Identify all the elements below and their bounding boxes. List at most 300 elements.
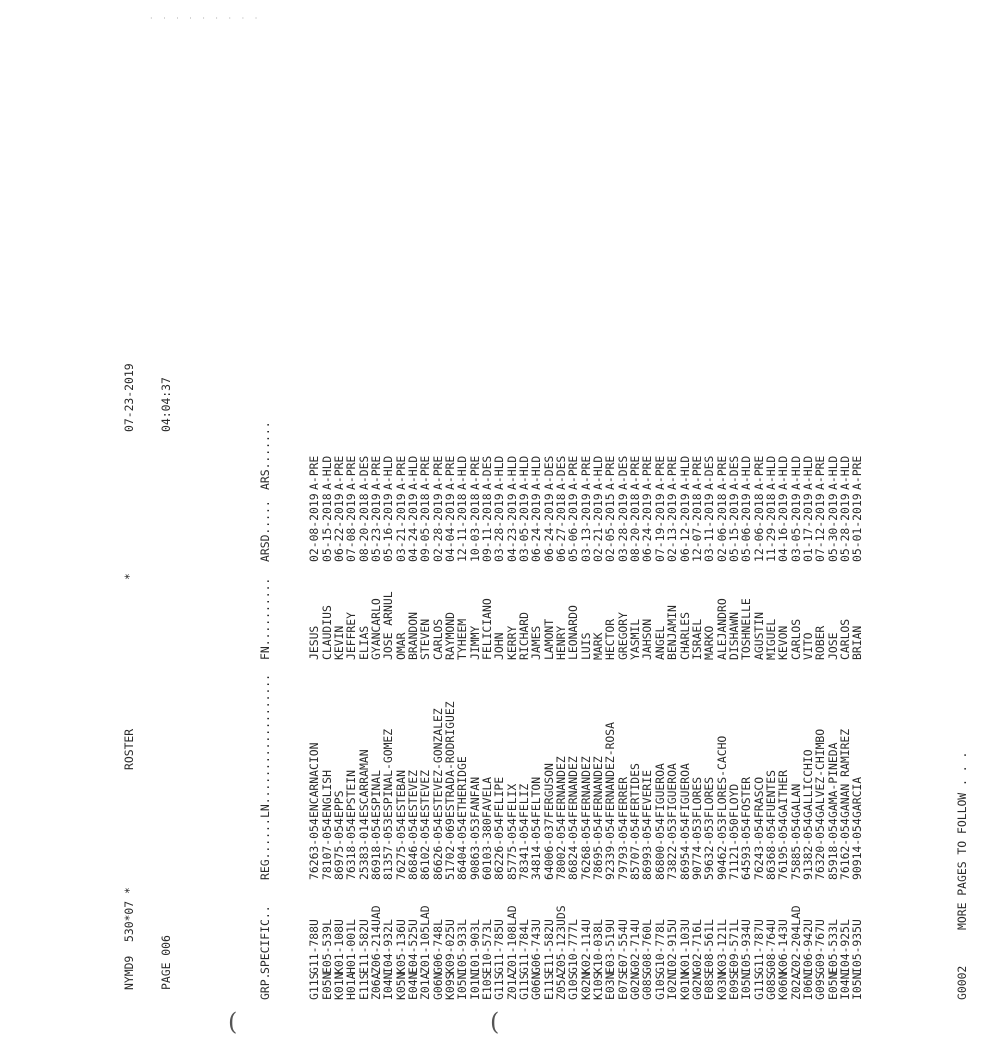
- cell-reg: 73822-053: [665, 818, 680, 880]
- cell-ars: A-HLD: [405, 455, 420, 490]
- cell-ars: A-HLD: [788, 455, 803, 490]
- cell-reg: 76318-054: [344, 818, 359, 880]
- cell-specific: K10-038L: [591, 919, 606, 974]
- cell-fn: HENRY: [554, 625, 569, 660]
- cell-reg: 64593-054: [739, 818, 754, 880]
- table-row: [358, 320, 370, 1000]
- cell-specific: E05-539L: [319, 919, 334, 974]
- cell-reg: 86404-054: [455, 818, 470, 880]
- cell-ln: FERTIDES: [628, 763, 643, 818]
- cell-arsd: 10-03-2018: [467, 493, 482, 562]
- report-date: 07-23-2019: [122, 363, 137, 432]
- cell-ars: A-DES: [615, 455, 630, 490]
- table-row: [419, 320, 431, 1000]
- table-row: [407, 320, 419, 1000]
- cell-ars: A-PRE: [393, 455, 408, 490]
- cell-arsd: 06-24-2019: [640, 493, 655, 562]
- cell-specific: E08-561L: [702, 919, 717, 974]
- table-row: [802, 320, 814, 1000]
- cell-ars: A-PRE: [813, 455, 828, 490]
- cell-fn: OMAR: [393, 632, 408, 660]
- table-row: [481, 320, 493, 1000]
- cell-fn: ELIAS: [356, 625, 371, 660]
- cell-specific: G02-714U: [628, 919, 643, 974]
- cell-specific: K01-108U: [331, 919, 346, 974]
- cell-specific: G09-767U: [813, 919, 828, 974]
- cell-fn: JIMMY: [467, 625, 482, 660]
- table-row: [629, 320, 641, 1000]
- table-row: [469, 320, 481, 1000]
- cell-arsd: 03-21-2019: [393, 493, 408, 562]
- footer-message: MORE PAGES TO FOLLOW . . .: [955, 751, 970, 930]
- table-row: [703, 320, 715, 1000]
- cell-fn: GYANCARLO: [368, 598, 383, 660]
- cell-fn: KERRY: [504, 625, 519, 660]
- table-row: [740, 320, 752, 1000]
- cell-ars: A-PRE: [307, 455, 322, 490]
- table-row: [370, 320, 382, 1000]
- cell-arsd: 03-28-2019: [615, 493, 630, 562]
- cell-reg: 78341-054: [517, 818, 532, 880]
- cell-fn: CLAUDIUS: [319, 605, 334, 660]
- cell-ars: A-HLD: [825, 455, 840, 490]
- cell-ln: FOSTER: [739, 776, 754, 818]
- cell-ars: A-HLD: [504, 455, 519, 490]
- table-row: [432, 320, 444, 1000]
- cell-fn: ROBER: [813, 625, 828, 660]
- cell-specific: G11-784L: [517, 919, 532, 974]
- cell-grp: Z06A: [368, 972, 383, 1000]
- table-row: [580, 320, 592, 1000]
- cell-arsd: 05-30-2019: [825, 493, 840, 562]
- cell-reg: 86846-054: [405, 818, 420, 880]
- cell-fn: ALEJANDRO: [714, 598, 729, 660]
- cell-arsd: 12-07-2018: [689, 493, 704, 562]
- cell-specific: G11-785U: [492, 919, 507, 974]
- scan-artifact-top: · · · · · · · · ·: [150, 14, 262, 23]
- cell-ars: A-PRE: [751, 455, 766, 490]
- cell-specific: K06-143U: [776, 919, 791, 974]
- cell-ars: A-PRE: [566, 455, 581, 490]
- cell-grp: I05N: [455, 972, 470, 1000]
- cell-reg: 25383-014: [356, 818, 371, 880]
- table-row: [728, 320, 740, 1000]
- cell-specific: Z06-214UAD: [368, 905, 383, 974]
- cell-ln: FAVELA: [480, 776, 494, 818]
- cell-reg: 64006-037: [541, 818, 556, 880]
- table-row: [790, 320, 802, 1000]
- table-row: [444, 320, 456, 1000]
- cell-fn: KEVIN: [331, 625, 346, 660]
- cell-reg: 86954-054: [677, 818, 692, 880]
- col-grp: GRP.: [257, 972, 272, 1000]
- table-row: [345, 320, 357, 1000]
- cell-grp: E05N: [319, 972, 334, 1000]
- cell-ln: FERNANDEZ: [591, 756, 606, 818]
- cell-specific: G10-777L: [566, 919, 581, 974]
- cell-ln: FANFAN: [467, 776, 482, 818]
- cell-arsd: 09-05-2018: [418, 493, 433, 562]
- cell-fn: JOHN: [492, 632, 507, 660]
- cell-grp: E07S: [615, 972, 630, 1000]
- table-row: [555, 320, 567, 1000]
- cell-ars: A-PRE: [640, 455, 655, 490]
- cell-reg: 76268-054: [578, 818, 593, 880]
- cell-arsd: 03-05-2019: [517, 493, 532, 562]
- cell-reg: 86824-054: [566, 818, 581, 880]
- cell-grp: I02N: [665, 972, 680, 1000]
- cell-arsd: 02-28-2019: [430, 493, 445, 562]
- cell-specific: G11-787U: [751, 919, 766, 974]
- cell-ln: FIGUEROA: [665, 763, 680, 818]
- cell-grp: G11S: [307, 972, 322, 1000]
- cell-ln: FERNANDEZ: [566, 756, 581, 818]
- cell-ars: A-HLD: [837, 455, 852, 490]
- cell-ln: GAITHER: [776, 769, 791, 818]
- cell-reg: 85918-054: [825, 818, 840, 880]
- table-row: [395, 320, 407, 1000]
- cell-specific: G02-716L: [689, 919, 704, 974]
- cell-ars: A-PRE: [714, 455, 729, 490]
- cell-grp: E10S: [480, 972, 494, 1000]
- cell-arsd: 05-01-2019: [850, 493, 865, 562]
- cell-specific: I05-933L: [455, 919, 470, 974]
- cell-fn: DISHAWN: [726, 611, 741, 660]
- cell-ln: FELIX: [504, 783, 519, 818]
- table-row: [641, 320, 653, 1000]
- cell-arsd: 02-05-2015: [603, 493, 618, 562]
- cell-grp: I04N: [381, 972, 396, 1000]
- table-row: [543, 320, 555, 1000]
- cell-arsd: 03-28-2019: [492, 493, 507, 562]
- cell-reg: 76243-054: [751, 818, 766, 880]
- cell-ars: A-HLD: [492, 455, 507, 490]
- cell-fn: LEONARDO: [566, 605, 581, 660]
- cell-fn: TYHEEM: [455, 618, 470, 660]
- table-row: [592, 320, 604, 1000]
- cell-arsd: 03-13-2019: [578, 493, 593, 562]
- col-ars: ARS.......: [257, 421, 272, 490]
- table-row: [777, 320, 789, 1000]
- cell-reg: 75885-054: [788, 818, 803, 880]
- cell-ln: EPSTEIN: [344, 769, 359, 818]
- table-row: [333, 320, 345, 1000]
- cell-ars: A-DES: [702, 455, 717, 490]
- cell-ars: A-HLD: [739, 455, 754, 490]
- cell-fn: BRIAN: [850, 625, 865, 660]
- cell-grp: K10S: [591, 972, 606, 1000]
- cell-reg: 81357-053: [381, 818, 396, 880]
- cell-grp: G09S: [813, 972, 828, 1000]
- cell-ln: ESTEVEZ: [405, 769, 420, 818]
- table-row: [654, 320, 666, 1000]
- cell-ars: A-PRE: [628, 455, 643, 490]
- report-subheader: [160, 320, 172, 1000]
- cell-specific: K02-114U: [578, 919, 593, 974]
- cell-fn: MARK: [591, 632, 606, 660]
- cell-grp: K02N: [578, 972, 593, 1000]
- cell-specific: E11-582U: [541, 919, 556, 974]
- header-star: *: [122, 573, 137, 580]
- cell-reg: 60103-380: [480, 818, 494, 880]
- cell-fn: JOSE ARNUL: [381, 591, 396, 660]
- cell-ars: A-HLD: [381, 455, 396, 490]
- cell-arsd: 12-06-2018: [751, 493, 766, 562]
- cell-fn: JAHSON: [640, 618, 655, 660]
- cell-arsd: 02-13-2019: [665, 493, 680, 562]
- cell-ln: FUENTES: [763, 769, 778, 818]
- cell-reg: 76263-054: [307, 818, 322, 880]
- cell-arsd: 06-27-2018: [554, 493, 569, 562]
- table-row: [456, 320, 468, 1000]
- cell-fn: JESUS: [307, 625, 322, 660]
- cell-arsd: 05-15-2018: [319, 493, 334, 562]
- cell-specific: E11-582U: [356, 919, 371, 974]
- punch-mark-left: (: [228, 1008, 238, 1036]
- cell-specific: K09-025U: [442, 919, 457, 974]
- cell-arsd: 05-15-2019: [726, 493, 741, 562]
- cell-arsd: 05-06-2019: [739, 493, 754, 562]
- cell-ln: FEVERIE: [640, 769, 655, 818]
- cell-ln: ETHERIDGE: [455, 756, 470, 818]
- cell-ln: FRASCO: [751, 776, 766, 818]
- cell-specific: G06-743U: [529, 919, 544, 974]
- cell-arsd: 02-08-2019: [307, 493, 322, 562]
- cell-fn: CARLOS: [788, 618, 803, 660]
- cell-ars: A-PRE: [430, 455, 445, 490]
- cell-reg: 86226-054: [492, 818, 507, 880]
- cell-ars: A-PRE: [442, 455, 457, 490]
- cell-ln: ESPINAL: [368, 769, 383, 818]
- cell-specific: E07-554U: [615, 919, 630, 974]
- cell-grp: K09S: [442, 972, 457, 1000]
- cell-grp: I06N: [800, 972, 815, 1000]
- cell-specific: Z01-108LAD: [504, 905, 519, 974]
- table-row: [691, 320, 703, 1000]
- cell-reg: 79793-054: [615, 818, 630, 880]
- cell-reg: 90774-053: [689, 818, 704, 880]
- cell-specific: I04-932L: [381, 919, 396, 974]
- cell-ars: A-HLD: [776, 455, 791, 490]
- cell-ln: GAMA-PINEDA: [825, 742, 840, 818]
- cell-ars: A-PRE: [652, 455, 667, 490]
- cell-fn: JEFFREY: [344, 611, 359, 660]
- cell-fn: HECTOR: [603, 618, 618, 660]
- cell-specific: I06-942U: [800, 919, 815, 974]
- cell-ars: A-PRE: [850, 455, 865, 490]
- cell-ln: ESCARRAMAN: [356, 749, 371, 818]
- cell-grp: I05N: [739, 972, 754, 1000]
- cell-ars: A-DES: [554, 455, 569, 490]
- cell-ars: A-HLD: [677, 455, 692, 490]
- cell-reg: 51702-069: [442, 818, 457, 880]
- cell-ln: ESPINAL-GOMEZ: [381, 728, 396, 818]
- cell-fn: CARLOS: [430, 618, 445, 660]
- cell-specific: H01-001L: [344, 919, 359, 974]
- cell-ln: FERRER: [615, 776, 630, 818]
- cell-ln: FLORES: [689, 776, 704, 818]
- cell-arsd: 05-16-2019: [381, 493, 396, 562]
- cell-ln: GALLICCHIO: [800, 749, 815, 818]
- cell-reg: 86368-054: [763, 818, 778, 880]
- cell-reg: 86102-054: [418, 818, 433, 880]
- cell-specific: Z02-204LAD: [788, 905, 803, 974]
- cell-grp: E09S: [726, 972, 741, 1000]
- report-time: 04:04:37: [159, 377, 174, 432]
- cell-grp: H01A: [344, 972, 359, 1000]
- cell-reg: 76162-054: [837, 818, 852, 880]
- cell-fn: JAMES: [529, 625, 544, 660]
- table-row: [716, 320, 728, 1000]
- cell-fn: CHARLES: [677, 611, 692, 660]
- cell-fn: VITO: [800, 632, 815, 660]
- cell-grp: G11S: [751, 972, 766, 1000]
- cell-grp: K01N: [331, 972, 346, 1000]
- cell-ars: A-PRE: [689, 455, 704, 490]
- cell-reg: 76195-054: [776, 818, 791, 880]
- table-row: [518, 320, 530, 1000]
- col-fn: FN..........: [257, 577, 272, 660]
- cell-fn: ANGEL: [652, 625, 667, 660]
- cell-specific: G11-788U: [307, 919, 322, 974]
- cell-reg: 92339-054: [603, 818, 618, 880]
- cell-ars: A-HLD: [591, 455, 606, 490]
- cell-fn: YASMIL: [628, 618, 643, 660]
- cell-reg: 76275-054: [393, 818, 408, 880]
- cell-grp: E05N: [825, 972, 840, 1000]
- cell-fn: STEVEN: [418, 618, 433, 660]
- cell-reg: 90462-053: [714, 818, 729, 880]
- cell-fn: AGUSTIN: [751, 611, 766, 660]
- cell-specific: K03-121L: [714, 919, 729, 974]
- cell-grp: I04N: [837, 972, 852, 1000]
- cell-ln: GALAN: [788, 783, 803, 818]
- col-specific: SPECIFIC..: [257, 905, 272, 974]
- cell-ln: EPPS: [331, 790, 346, 818]
- cell-arsd: 02-21-2019: [591, 493, 606, 562]
- table-row: [851, 320, 863, 1000]
- cell-reg: 91382-054: [800, 818, 815, 880]
- cell-grp: K05N: [393, 972, 408, 1000]
- cell-arsd: 04-24-2019: [405, 493, 420, 562]
- cell-ars: A-PRE: [603, 455, 618, 490]
- cell-reg: 90914-054: [850, 818, 865, 880]
- table-row: [617, 320, 629, 1000]
- cell-arsd: 06-22-2019: [331, 493, 346, 562]
- cell-arsd: 05-23-2019: [368, 493, 383, 562]
- cell-ars: A-HLD: [763, 455, 778, 490]
- cell-grp: G02N: [689, 972, 704, 1000]
- cell-fn: MIGUEL: [763, 618, 778, 660]
- cell-arsd: 04-04-2019: [442, 493, 457, 562]
- cell-fn: RICHARD: [517, 611, 532, 660]
- cell-ln: FELIZ: [517, 783, 532, 818]
- cell-specific: I05-935U: [850, 919, 865, 974]
- cell-ars: A-DES: [356, 455, 371, 490]
- cell-reg: 85775-054: [504, 818, 519, 880]
- cell-ln: ENGLISH: [319, 769, 334, 818]
- cell-arsd: 08-20-2018: [628, 493, 643, 562]
- cell-grp: G08S: [763, 972, 778, 1000]
- cell-fn: LAMONT: [541, 618, 556, 660]
- cell-grp: G08S: [640, 972, 655, 1000]
- cell-fn: FELICIANO: [480, 598, 494, 660]
- cell-ln: FELTON: [529, 776, 544, 818]
- cell-fn: GREGORY: [615, 611, 630, 660]
- cell-reg: 59632-053: [702, 818, 717, 880]
- cell-grp: Z01A: [418, 972, 433, 1000]
- cell-reg: 71121-050: [726, 818, 741, 880]
- table-row: [530, 320, 542, 1000]
- cell-arsd: 05-28-2019: [837, 493, 852, 562]
- cell-reg: 86918-054: [368, 818, 383, 880]
- cell-specific: I04-925L: [837, 919, 852, 974]
- cell-ars: A-PRE: [344, 455, 359, 490]
- page-number: PAGE 006: [159, 935, 174, 990]
- report-title: ROSTER: [122, 728, 137, 770]
- cell-grp: G10S: [566, 972, 581, 1000]
- cell-arsd: 03-05-2019: [788, 493, 803, 562]
- roster-printout: [86, 320, 993, 1000]
- cell-reg: 86800-054: [652, 818, 667, 880]
- cell-arsd: 07-08-2019: [344, 493, 359, 562]
- cell-grp: I05N: [850, 972, 865, 1000]
- cell-ars: A-DES: [541, 455, 556, 490]
- cell-grp: Z01A: [504, 972, 519, 1000]
- cell-ars: A-HLD: [529, 455, 544, 490]
- cell-arsd: 07-19-2019: [652, 493, 667, 562]
- table-row: [839, 320, 851, 1000]
- cell-specific: Z01-105LAD: [418, 905, 433, 974]
- cell-specific: E04-525U: [405, 919, 420, 974]
- cell-specific: G06-748L: [430, 919, 445, 974]
- cell-ln: FERNANDEZ: [554, 756, 569, 818]
- table-row: [506, 320, 518, 1000]
- footer-code: G0002: [955, 965, 970, 1000]
- cell-arsd: 06-24-2019: [529, 493, 544, 562]
- cell-ln: ESTEVEZ-GONZALEZ: [430, 708, 445, 818]
- cell-fn: MARKO: [702, 625, 717, 660]
- cell-reg: 86626-054: [430, 818, 445, 880]
- column-headers: [259, 320, 271, 1000]
- cell-ars: A-DES: [480, 455, 494, 490]
- report-header: [123, 320, 135, 1000]
- cell-ln: FERNANDEZ-ROSA: [603, 721, 618, 818]
- cell-reg: 78002-054: [554, 818, 569, 880]
- cell-specific: G08-760L: [640, 919, 655, 974]
- table-row: [765, 320, 777, 1000]
- table-row: [493, 320, 505, 1000]
- cell-arsd: 08-20-2018: [356, 493, 371, 562]
- cell-arsd: 04-16-2019: [776, 493, 791, 562]
- cell-ars: A-HLD: [319, 455, 334, 490]
- cell-reg: 90863-053: [467, 818, 482, 880]
- table-row: [679, 320, 691, 1000]
- cell-ln: FERGUSON: [541, 763, 556, 818]
- table-row: [567, 320, 579, 1000]
- cell-fn: KEVON: [776, 625, 791, 660]
- report-footer: [956, 320, 968, 1000]
- cell-specific: I05-934U: [739, 919, 754, 974]
- cell-reg: 76320-054: [813, 818, 828, 880]
- cell-grp: K06N: [776, 972, 791, 1000]
- table-row: [753, 320, 765, 1000]
- cell-ars: A-HLD: [455, 455, 470, 490]
- cell-arsd: 12-11-2018: [455, 493, 470, 562]
- cell-specific: E05-533L: [825, 919, 840, 974]
- cell-specific: Z05-123UDS: [554, 905, 569, 974]
- table-row: [382, 320, 394, 1000]
